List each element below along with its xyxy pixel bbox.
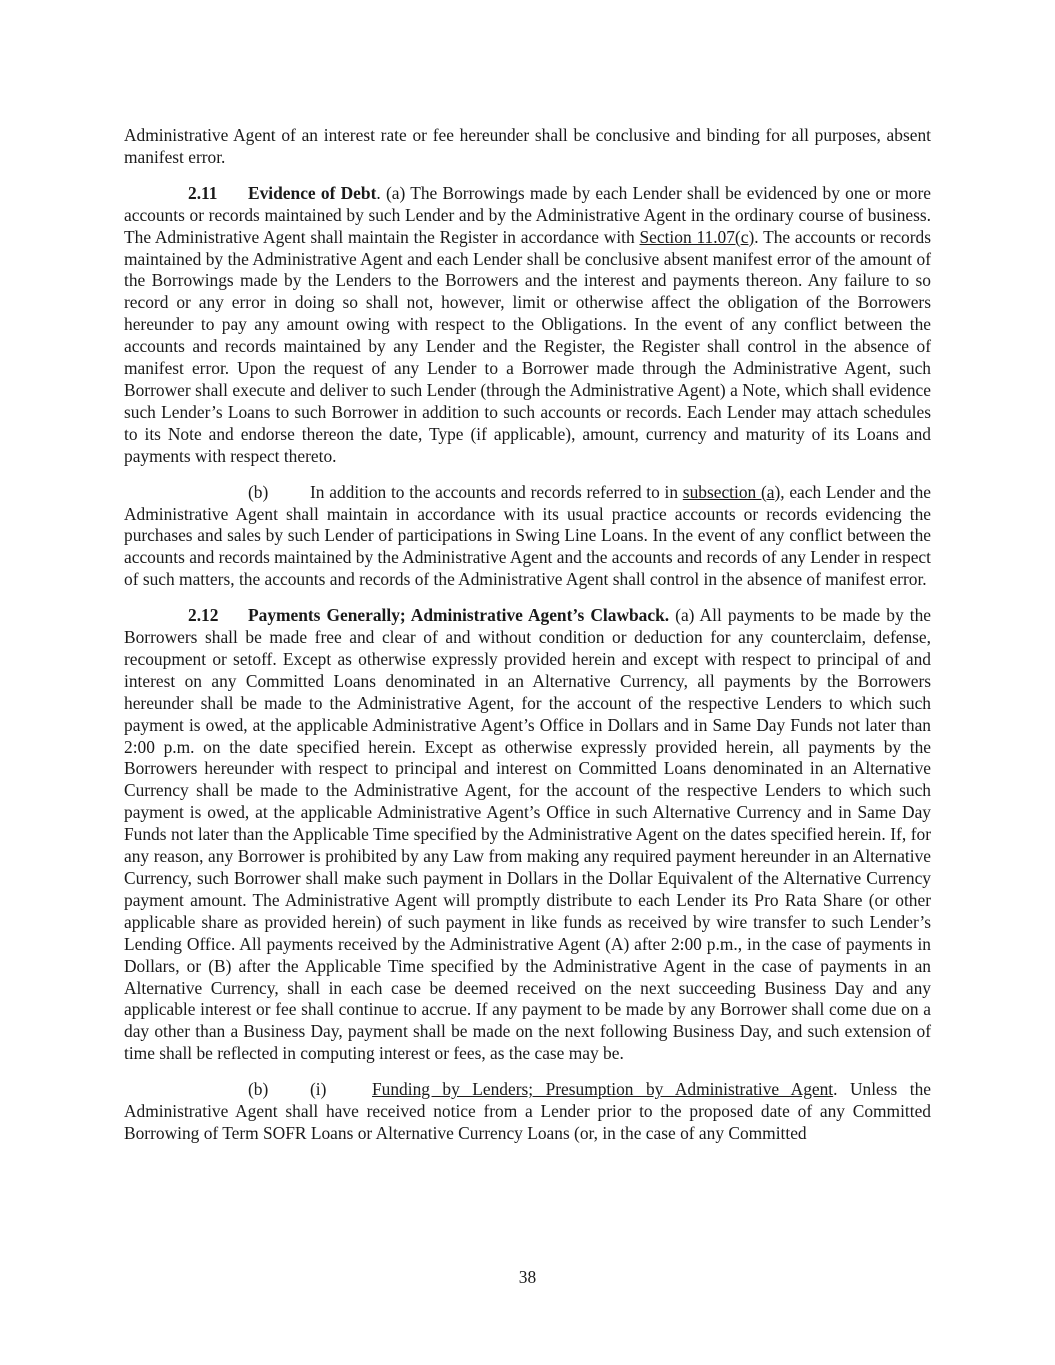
section-2-11b-text: In addition to the accounts and records referred to in xyxy=(310,481,683,502)
section-2-11-number: 2.11 xyxy=(188,182,218,203)
intro-text: Administrative Agent of an interest rate or fee hereunder shall be conclusive and binding for all purposes, absent manifest error. xyxy=(124,125,931,167)
subsection-b-label: (b) xyxy=(248,481,269,502)
section-2-11-title: Evidence of Debt xyxy=(248,182,377,203)
section-2-11-text-rest: . The accounts or records maintained by the Administrative Agent and each Lender shall be conclusive absent manifest error of the amount of the Borrowings made by the Lenders to the Borrowers and the interest and payments thereon. Any failure to so record or any error in doing so shall not, however, limit or otherwise affect the obligation of the Borrowers hereunder to pay any amount owing with respect to the Obligations. In the event of any conflict between the accounts and records maintained by any Lender and the Register, the Register shall control in the absence of manifest error. Upon the request of any Lender to a Borrower made through the Administrative Agent, such Borrower shall execute and deliver to such Lender (through the Administrative Agent) a Note, which shall evidence such Lender’s Loans to such Borrower in addition to such accounts or records. Each Lender may attach schedules to its Note and endorse thereon the date, Type (if applicable), amount, currency and maturity of its Loans and payments with respect thereto. xyxy=(124,226,932,466)
section-2-12b-paragraph xyxy=(124,1079,931,1145)
funding-by-lenders-heading: Funding by Lenders; Presumption by Administrative Agent xyxy=(372,1079,834,1100)
section-2-11b-paragraph xyxy=(124,482,931,592)
clause-i-label: (i) xyxy=(310,1079,327,1100)
section-2-11-text: . (a) The Borrowings made by each Lender shall be evidenced by one or more accounts or records maintained by such Lender and by the Administrative Agent in the ordinary course of business. The Administrative Agent shall maintain the Register in accordance with xyxy=(124,182,931,247)
section-2-12-title: Payments Generally; Administrative Agent’s Clawback. xyxy=(248,605,670,626)
subsection-b-label: (b) xyxy=(248,1079,269,1100)
section-2-12-number: 2.12 xyxy=(188,605,219,626)
section-2-12b-text: . Unless the Administrative Agent shall have received notice from a Lender prior to the proposed date of any Committed Borrowing of Term SOFR Loans or Alternative Currency Loans (or, in the case of any Committed xyxy=(124,1079,931,1143)
section-2-11b-text-rest: , each Lender and the Administrative Agent shall maintain in accordance with its usual practice accounts or records evidencing the purchases and sales by such Lender of participations in Swing Line Loans. In the event of any conflict between the accounts and records maintained by the Administrative Agent and the accounts and records of any Lender in respect of such matters, the accounts and records of the Administrative Agent shall control in the absence of manifest error. xyxy=(124,481,931,590)
subsection-a-reference[interactable]: subsection (a) xyxy=(682,481,781,502)
intro-paragraph xyxy=(124,125,931,169)
section-2-12-paragraph xyxy=(124,605,931,1065)
page-number: 38 xyxy=(518,1267,537,1287)
section-2-11-paragraph xyxy=(124,183,931,468)
section-2-12-text: (a) All payments to be made by the Borrowers shall be made free and clear of and without condition or deduction for any counterclaim, defense, recoupment or setoff. Except as otherwise expressly provided herein and except with respect to principal of and interest on any Committed Loans denominated in an Alternative Currency, all payments by the Borrowers hereunder shall be made to the Administrative Agent, for the account of the respective Lenders to which such payment is owed, at the applicable Administrative Agent’s Office in Dollars and in Same Day Funds not later than 2:00 p.m. on the date specified herein. Except as otherwise expressly provided herein, all payments by the Borrowers hereunder with respect to principal and interest on Committed Loans denominated in an Alternative Currency shall be made to the Administrative Agent, for the account of the respective Lenders to which such payment is owed, at the applicable Administrative Agent’s Office in such Alternative Currency and in Same Day Funds not later than the Applicable Time specified by the Administrative Agent on the dates specified herein. If, for any reason, any Borrower is prohibited by any Law from making any required payment hereunder in an Alternative Currency, such Borrower shall make such payment in Dollars in the Dollar Equivalent of the Alternative Currency payment amount. The Administrative Agent will promptly distribute to each Lender its Pro Rata Share (or other applicable share as provided herein) of such payment in like funds as received by wire transfer to such Lender’s Lending Office. All payments received by the Administrative Agent (A) after 2:00 p.m., in the case of payments in Dollars, or (B) after the Applicable Time specified by the Administrative Agent in the case of payments in an Alternative Currency, shall in each case be deemed received on the next succeeding Business Day and any applicable interest or fee shall continue to accrue. If any payment to be made by any Borrower shall come due on a day other than a Business Day, payment shall be made on the next following Business Day, and such extension of time shall be reflected in computing interest or fees, as the case may be. xyxy=(124,605,931,1064)
document-page xyxy=(124,125,931,1145)
section-11-07c-reference[interactable]: Section 11.07(c) xyxy=(639,226,755,247)
